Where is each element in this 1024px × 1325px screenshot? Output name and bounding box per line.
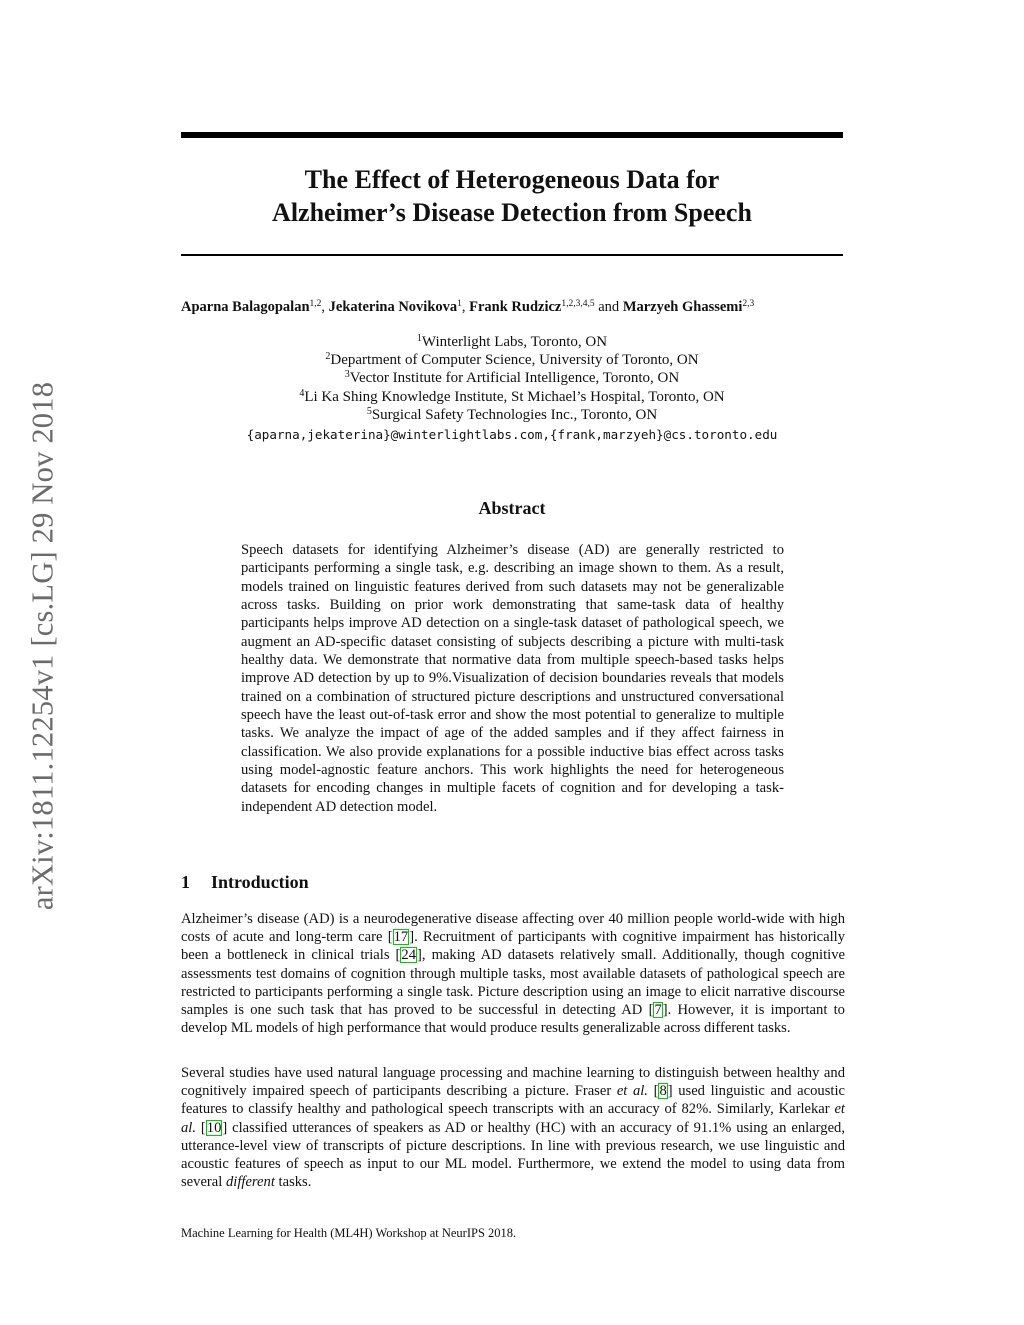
author-list (181, 297, 843, 317)
intro-paragraph-1: Alzheimer’s disease (AD) is a neurodegenerative disease affecting over 40 million people world-wide with high costs of acute and long-term care [17]. Recruitment of participants with cognitive impairment has historically been a bottleneck in clinical trials [24], making AD datasets relatively small. Additionally, though cognitive assessments test domains of cognition through multiple tasks, most available datasets of pathological speech are restricted to participants performing a single task. Picture description using an image to elicit narrative discourse samples is one such task that has proved to be successful in detecting AD [7]. However, it is important to develop ML models of high performance that would produce results generalizable across different tasks. (181, 911, 845, 1037)
italic-text: et al. (181, 1101, 845, 1136)
author-name: Frank Rudzicz (469, 299, 562, 315)
author-affil-marker: 2,3 (742, 299, 755, 309)
paper-title-line-2: Alzheimer’s Disease Detection from Speech (272, 198, 752, 227)
affiliation-text: Winterlight Labs, Toronto, ON (421, 334, 608, 350)
affiliation-marker: 1 (416, 333, 422, 344)
section-title: Introduction (211, 872, 309, 892)
affiliation-marker: 4 (299, 387, 305, 399)
abstract-text: Speech datasets for identifying Alzheimer’s disease (AD) are generally restricted to participants performing a single task, e.g. describing an image shown to them. As a result, models trained on linguistic features derived from such datasets may not be generalizable across tasks. Building on prior work demonstrating that same-task data of healthy participants helps improve AD detection on a single-task dataset of pathological speech, we augment an AD-specific dataset consisting of subjects describing a picture with multi-task healthy data. We demonstrate that normative data from multiple speech-based tasks helps improve AD detection by up to 9%.Visualization of decision boundaries reveals that models trained on a combination of structured picture descriptions and unstructured conversational speech have the least out-of-task error and show the most potential to generalize to multiple tasks. We analyze the impact of age of the added samples and if they affect fairness in classification. We also provide explanations for a possible inductive bias effect across tasks using model-agnostic feature anchors. This work highlights the need for heterogeneous datasets for encoding changes in multiple facets of cognition and for developing a task-independent AD detection model. (241, 542, 784, 815)
affiliation-marker: 3 (344, 369, 350, 381)
author-affil-marker: 1,2 (309, 299, 322, 309)
affiliation-item (181, 351, 843, 369)
author-affil-marker: 1,2,3,4,5 (561, 299, 595, 309)
contact-emails: {aparna,jekaterina}@winterlightlabs.com,{frank,marzyeh}@cs.toronto.edu (246, 427, 778, 442)
author-separator: , (461, 299, 470, 315)
section-number: 1 (181, 872, 190, 892)
italic-text: et al. (616, 1083, 648, 1100)
title-rule-bottom (181, 254, 843, 256)
arxiv-stamp (8, 349, 78, 944)
affiliation-item (181, 369, 843, 387)
affiliation-item (181, 333, 843, 351)
affiliation-text: Li Ka Shing Knowledge Institute, St Michael’s Hospital, Toronto, ON (304, 388, 725, 405)
affiliation-text: Surgical Safety Technologies Inc., Toronto, ON (371, 406, 658, 423)
affiliation-marker: 5 (366, 405, 372, 417)
author-name: Aparna Balagopalan (181, 299, 310, 315)
affiliation-item (181, 406, 843, 424)
paper-title-line-1: The Effect of Heterogeneous Data for (304, 165, 720, 194)
author-name: Marzyeh Ghassemi (622, 299, 743, 315)
affiliation-marker: 2 (325, 351, 331, 363)
author-separator: , (321, 299, 329, 315)
author-separator: and (594, 299, 623, 315)
citation-link[interactable]: 10 (206, 1119, 222, 1136)
affiliation-text: Department of Computer Science, University of Toronto, ON (330, 352, 699, 369)
paper-title (181, 163, 843, 229)
author-name: Jekaterina Novikova (328, 299, 458, 315)
intro-paragraph-2: Several studies have used natural language processing and machine learning to distinguish between healthy and cognitively impaired speech of participants describing a picture. Fraser et al. [8] used linguistic and acoustic features to classify healthy and pathological speech transcripts with an accuracy of 82%. Similarly, Karlekar et al. [10] classified utterances of speakers as AD or healthy (HC) with an accuracy of 91.1% using an enlarged, utterance-level view of transcripts of picture descriptions. In line with previous research, we use linguistic and acoustic features of speech as input to our ML model. Furthermore, we extend the model to using data from several different tasks. (181, 1065, 845, 1191)
title-rule-top (181, 132, 843, 138)
citation-link[interactable]: 17 (393, 929, 409, 946)
italic-text: different (225, 1174, 275, 1191)
arxiv-stamp-text: arXiv:1811.12254v1 [cs.LG] 29 Nov 2018 (25, 381, 60, 911)
citation-link[interactable]: 8 (659, 1083, 667, 1100)
citation-link[interactable]: 24 (401, 947, 417, 964)
abstract-heading: Abstract (478, 498, 546, 518)
affiliation-text: Vector Institute for Artificial Intelligence, Toronto, ON (349, 370, 680, 387)
affiliation-item (181, 388, 843, 406)
venue-footnote: Machine Learning for Health (ML4H) Workshop at NeurIPS 2018. (181, 1226, 517, 1240)
affiliation-list (181, 333, 843, 424)
citation-link[interactable]: 7 (654, 1002, 662, 1019)
section-heading-introduction (181, 871, 843, 893)
author-affil-marker: 1 (457, 299, 462, 309)
